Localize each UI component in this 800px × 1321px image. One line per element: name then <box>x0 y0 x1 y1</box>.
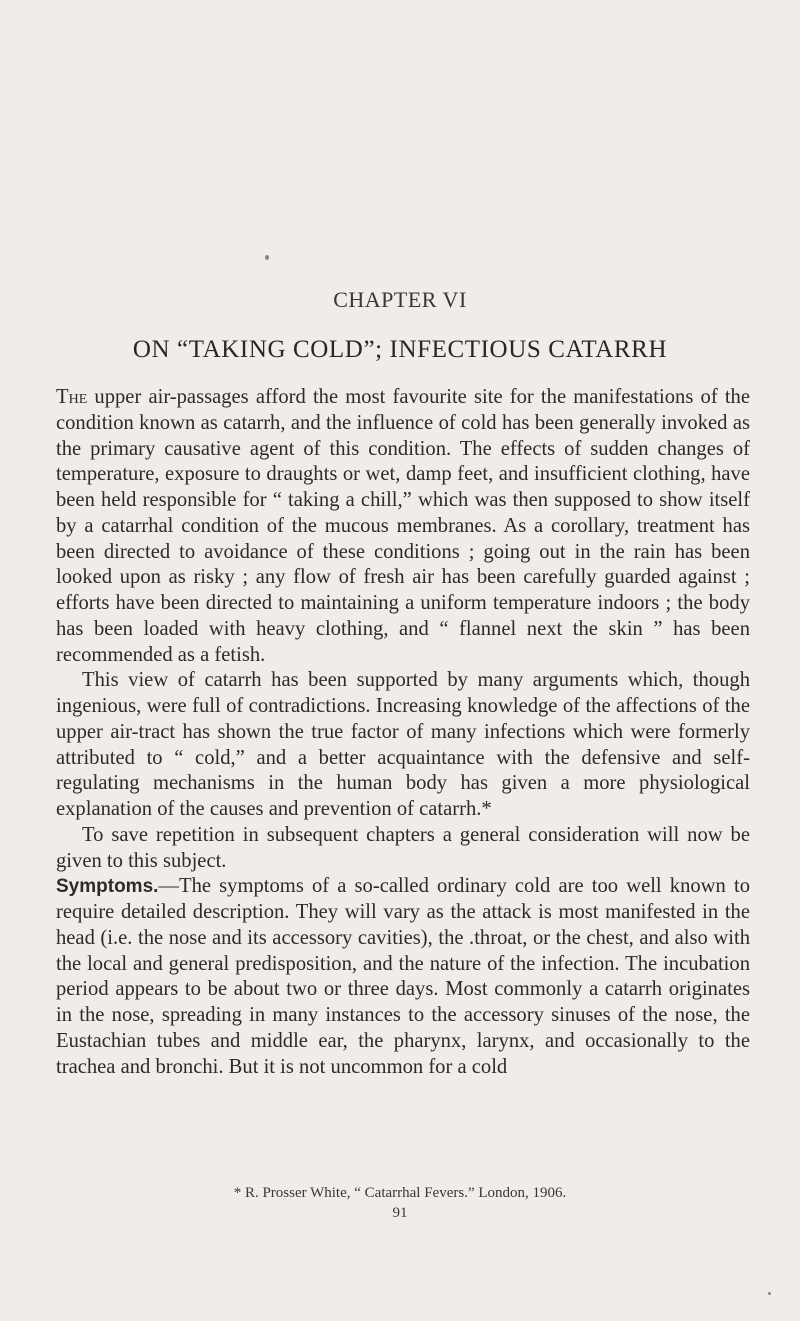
chapter-number: CHAPTER VI <box>333 287 467 312</box>
body-text <box>56 385 750 1080</box>
paragraph-4-text: —The symptoms of a so-called ordinary cold are too well known to require detailed description. They will vary as the attack is most manifested in the head (i.e. the nose and its accessory cavities), the .throat, or the chest, and also with the local and general predisposition, and the nature of the infection. The incubation period appears to be about two or three days. Most commonly a catarrh originates in the nose, spreading in many instances to the accessory sinuses of the nose, the Eustachian tubes and middle ear, the pharynx, larynx, and occasionally to the trachea and bronchi. But it is not uncommon for a cold <box>56 875 750 1078</box>
paper-speck <box>265 255 269 260</box>
paragraph-1 <box>56 385 750 668</box>
section-heading-symptoms: Symptoms. <box>56 876 159 898</box>
paragraph-lead-word: The <box>56 386 88 408</box>
paragraph-3: To save repetition in subsequent chapters a general consideration will now be given to this subject. <box>56 823 750 872</box>
footnote: * R. Prosser White, “ Catarrhal Fevers.” London, 1906. <box>233 1185 567 1201</box>
page-number: 91 <box>392 1205 408 1221</box>
paragraph-4 <box>56 874 750 1080</box>
paragraph-1-text: upper air-passages afford the most favourite site for the manifestations of the condition known as catarrh, and the influence of cold has been generally invoked as the primary causative agent of this condition. The effects of sudden changes of temperature, exposure to draughts or wet, damp feet, and insufficient clothing, have been held responsible for “ taking a chill,” which was then supposed to show itself by a catarrhal condition of the mucous membranes. As a corollary, treatment has been directed to avoidance of these conditions ; going out in the rain has been looked upon as risky ; any flow of fresh air has been carefully guarded against ; efforts have been directed to maintaining a uniform temperature indoors ; the body has been loaded with heavy clothing, and “ flannel next the skin ” has been recommended as a fetish. <box>56 386 750 666</box>
paper-speck <box>768 1292 771 1295</box>
chapter-title: ON “TAKING COLD”; INFECTIOUS CATARRH <box>132 336 668 363</box>
paragraph-2: This view of catarrh has been supported by many arguments which, though ingenious, were full of contradictions. Increasing knowledge of the affections of the upper air-tract has shown the true factor of many infections which were formerly attributed to “ cold,” and a better acquaintance with the defensive and self-regulating mechanisms in the human body has given a more physiological explanation of the causes and prevention of catarrh.* <box>56 669 750 820</box>
